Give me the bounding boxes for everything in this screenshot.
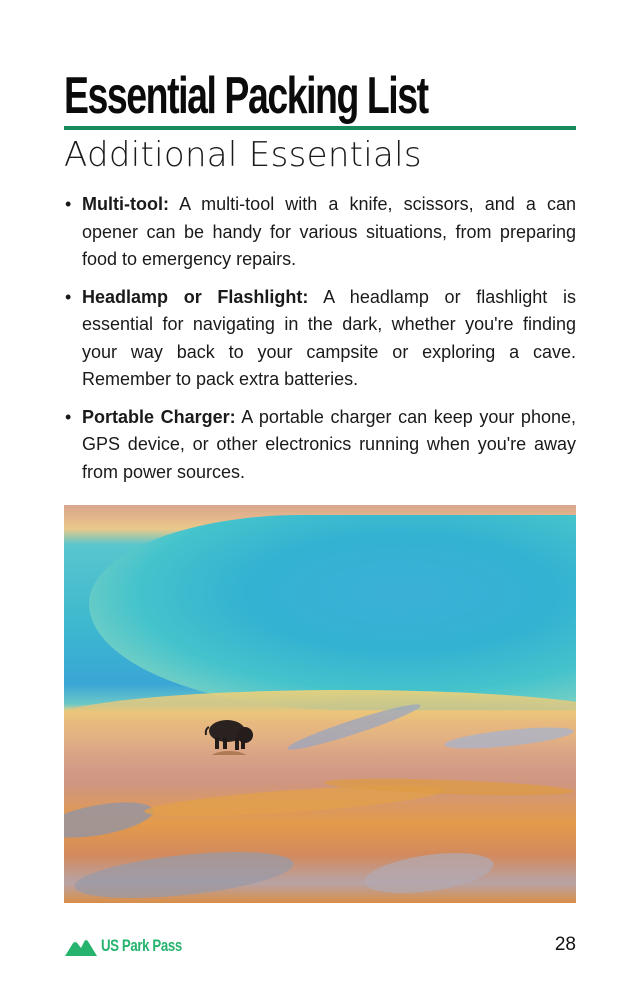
bullet-icon: • <box>65 194 72 214</box>
item-text: A multi-tool with a knife, scissors, and a can opener can be handy for various situations, from preparing food to emergency repairs. <box>82 194 576 269</box>
brand-logo <box>65 936 205 956</box>
item-text: A headlamp or flashlight is essential for navigating in the dark, whether you're finding your way back to your campsite or exploring a cave. Remember to pack extra batteries. <box>82 286 576 389</box>
bullet-icon: • <box>65 286 72 307</box>
brand-name: US Park Pass <box>101 936 182 955</box>
list-item <box>64 284 576 394</box>
item-text: A portable charger can keep your phone, GPS device, or other electronics running when you're away from power sources. <box>82 406 576 482</box>
section-subtitle: Additional Essentials <box>64 135 422 175</box>
list-item <box>64 191 576 274</box>
page-title: Essential Packing List <box>64 67 428 125</box>
hot-spring-pool <box>89 515 576 710</box>
mineral-streak <box>64 796 156 845</box>
mineral-streak <box>362 846 496 900</box>
mountain-icon <box>65 936 97 956</box>
list-item <box>64 404 576 487</box>
title-divider <box>64 126 576 130</box>
item-term: Multi-tool: <box>82 194 169 214</box>
mineral-streak <box>73 844 296 903</box>
page-number: 28 <box>554 934 576 955</box>
bison-icon <box>199 715 259 755</box>
item-term: Portable Charger: <box>82 406 236 427</box>
item-term: Headlamp or Flashlight: <box>82 286 309 307</box>
essentials-list <box>64 191 576 496</box>
bullet-icon: • <box>65 406 72 427</box>
hot-spring-photo <box>64 505 576 903</box>
